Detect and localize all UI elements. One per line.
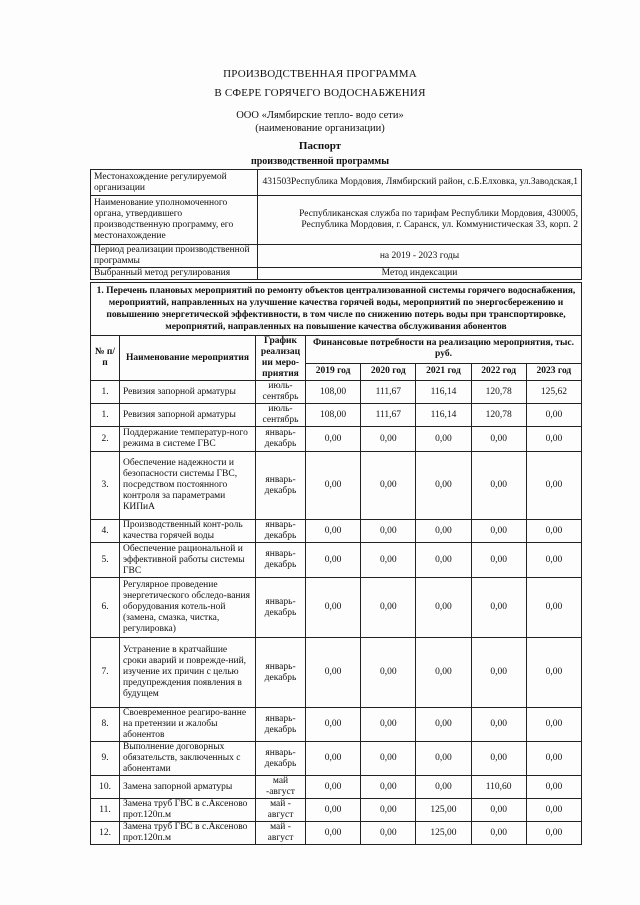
row-number: 6. xyxy=(91,578,120,638)
row-schedule: январь-декабрь xyxy=(256,578,306,638)
row-amount: 0,00 xyxy=(526,822,581,845)
row-amount: 0,00 xyxy=(526,543,581,578)
row-amount: 0,00 xyxy=(416,578,471,638)
row-schedule: январь-декабрь xyxy=(256,427,306,452)
row-amount: 0,00 xyxy=(416,543,471,578)
row-amount: 0,00 xyxy=(361,742,416,776)
row-amount: 0,00 xyxy=(471,799,526,822)
header-finance: Финансовые потребности на реализацию мероприятия, тыс. руб. xyxy=(306,336,582,364)
row-schedule: январь-декабрь xyxy=(256,520,306,543)
row-amount: 0,00 xyxy=(306,543,361,578)
row-measure-name: Ревизия запорной арматуры xyxy=(120,404,256,427)
section-1-title: 1. Перечень плановых мероприятий по ремонту объектов централизованной системы горячего водоснабжения, мероприятий, направленных на улучшение качества горячей воды, мероприятий по энергосбережению и повышению энергетической эффективности, в том числе по снижению потерь воды при транспортировке, мероприятий, направленных на повышение качества обслуживания абонентов xyxy=(91,283,582,336)
row-measure-name: Замена запорной арматуры xyxy=(120,776,256,799)
row-amount: 0,00 xyxy=(416,742,471,776)
row-amount: 0,00 xyxy=(361,578,416,638)
row-measure-name: Замена труб ГВС в с.Аксеново прот.120п.м xyxy=(120,799,256,822)
row-measure-name: Обеспечение надежности и безопасности системы ГВС, посредством постоянного контроля за параметрами КИПиА xyxy=(120,452,256,520)
passport-title: Паспорт xyxy=(298,140,342,152)
row-amount: 0,00 xyxy=(526,638,581,708)
row-amount: 0,00 xyxy=(306,578,361,638)
header-year: 2020 год xyxy=(361,363,416,380)
row-amount: 0,00 xyxy=(306,427,361,452)
passport-value: Метод индексации xyxy=(258,268,582,280)
row-number: 2. xyxy=(91,427,120,452)
row-amount: 0,00 xyxy=(361,708,416,742)
row-number: 1. xyxy=(91,404,120,427)
row-number: 5. xyxy=(91,543,120,578)
row-measure-name: Замена труб ГВС в с.Аксеново прот.120п.м xyxy=(120,822,256,845)
row-number: 7. xyxy=(91,638,120,708)
row-amount: 0,00 xyxy=(471,543,526,578)
row-amount: 0,00 xyxy=(361,543,416,578)
measures-table-body xyxy=(91,381,582,845)
row-amount: 108,00 xyxy=(306,404,361,427)
row-amount: 0,00 xyxy=(526,404,581,427)
row-amount: 0,00 xyxy=(306,708,361,742)
title-line-1: ПРОИЗВОДСТВЕННАЯ ПРОГРАММА xyxy=(223,68,417,80)
row-amount: 0,00 xyxy=(471,520,526,543)
row-amount: 125,62 xyxy=(526,381,581,404)
table-row xyxy=(91,452,582,520)
organization-name: ООО «Лямбирские тепло- водо сети» xyxy=(236,110,404,121)
row-amount: 0,00 xyxy=(526,799,581,822)
row-amount: 0,00 xyxy=(526,776,581,799)
row-amount: 0,00 xyxy=(416,708,471,742)
row-schedule: январь-декабрь xyxy=(256,742,306,776)
row-amount: 0,00 xyxy=(361,776,416,799)
row-amount: 0,00 xyxy=(361,452,416,520)
row-amount: 0,00 xyxy=(416,452,471,520)
row-amount: 125,00 xyxy=(416,799,471,822)
row-amount: 0,00 xyxy=(416,520,471,543)
row-amount: 0,00 xyxy=(306,520,361,543)
passport-value: 431503Республика Мордовия, Лямбирский район, с.Б.Елховка, ул.Заводская,1 xyxy=(258,170,582,196)
row-amount: 0,00 xyxy=(471,578,526,638)
header-name: Наименование мероприятия xyxy=(120,336,256,381)
table-row xyxy=(91,742,582,776)
row-measure-name: Поддержание температур-ного режима в системе ГВС xyxy=(120,427,256,452)
row-amount: 0,00 xyxy=(306,799,361,822)
row-amount: 0,00 xyxy=(526,452,581,520)
row-amount: 0,00 xyxy=(306,638,361,708)
row-amount: 0,00 xyxy=(306,822,361,845)
row-number: 9. xyxy=(91,742,120,776)
row-amount: 116,14 xyxy=(416,404,471,427)
passport-label: Наименование уполномоченного органа, утвердившего производственную программу, его местонахождение xyxy=(91,196,258,245)
row-schedule: июль-сентябрь xyxy=(256,381,306,404)
header-schedule: График реализац ии меро-приятия xyxy=(256,336,306,381)
table-row xyxy=(91,822,582,845)
row-schedule: июль-сентябрь xyxy=(256,404,306,427)
passport-row xyxy=(91,196,582,245)
row-amount: 111,67 xyxy=(361,381,416,404)
row-schedule: май - август xyxy=(256,799,306,822)
row-schedule: май - август xyxy=(256,822,306,845)
row-number: 8. xyxy=(91,708,120,742)
title-line-2: В СФЕРЕ ГОРЯЧЕГО ВОДОСНАБЖЕНИЯ xyxy=(214,87,426,99)
row-number: 10. xyxy=(91,776,120,799)
row-amount: 0,00 xyxy=(361,638,416,708)
table-row xyxy=(91,404,582,427)
row-amount: 0,00 xyxy=(306,742,361,776)
table-row xyxy=(91,799,582,822)
passport-label: Выбранный метод регулирования xyxy=(91,268,258,280)
passport-table xyxy=(90,169,582,280)
header-year: 2023 год xyxy=(526,363,581,380)
row-measure-name: Производственный конт-роль качества горячей воды xyxy=(120,520,256,543)
row-amount: 0,00 xyxy=(306,776,361,799)
row-amount: 116,14 xyxy=(416,381,471,404)
row-amount: 120,78 xyxy=(471,381,526,404)
header-year: 2021 год xyxy=(416,363,471,380)
row-amount: 0,00 xyxy=(471,427,526,452)
row-number: 1. xyxy=(91,381,120,404)
row-amount: 0,00 xyxy=(526,742,581,776)
table-row xyxy=(91,708,582,742)
row-amount: 0,00 xyxy=(361,799,416,822)
row-amount: 125,00 xyxy=(416,822,471,845)
row-schedule: январь-декабрь xyxy=(256,708,306,742)
row-measure-name: Ревизия запорной арматуры xyxy=(120,381,256,404)
table-row xyxy=(91,638,582,708)
row-amount: 0,00 xyxy=(526,578,581,638)
table-row xyxy=(91,520,582,543)
passport-label: Период реализации производственной программы xyxy=(91,245,258,268)
row-number: 4. xyxy=(91,520,120,543)
row-amount: 0,00 xyxy=(471,452,526,520)
row-amount: 0,00 xyxy=(361,822,416,845)
row-schedule: январь-декабрь xyxy=(256,452,306,520)
header-year: 2019 год xyxy=(306,363,361,380)
row-amount: 0,00 xyxy=(361,520,416,543)
row-amount: 0,00 xyxy=(361,427,416,452)
row-schedule: май -август xyxy=(256,776,306,799)
row-amount: 110,60 xyxy=(471,776,526,799)
table-row xyxy=(91,427,582,452)
row-measure-name: Устранение в кратчайшие сроки аварий и поврежде-ний, изучение их причин с целью предупреждения появления в будущем xyxy=(120,638,256,708)
row-number: 11. xyxy=(91,799,120,822)
passport-value: на 2019 - 2023 годы xyxy=(258,245,582,268)
passport-label: Местонахождение регулируемой организации xyxy=(91,170,258,196)
table-row xyxy=(91,381,582,404)
row-amount: 0,00 xyxy=(416,776,471,799)
row-amount: 0,00 xyxy=(306,452,361,520)
header-num: № п/п xyxy=(91,336,120,381)
row-measure-name: Регулярное проведение энергетического обследо-вания оборудования котель-ной (замена, смазка, чистка, регулировка) xyxy=(120,578,256,638)
passport-value: Республиканская служба по тарифам Республики Мордовия, 430005, Республика Мордовия, г. Саранск, ул. Коммунистическая 33, корп. 2 xyxy=(258,196,582,245)
organization-caption: (наименование организации) xyxy=(255,123,385,134)
table-row xyxy=(91,543,582,578)
passport-row xyxy=(91,170,582,196)
row-amount: 0,00 xyxy=(526,427,581,452)
table-row xyxy=(91,578,582,638)
passport-row xyxy=(91,245,582,268)
row-number: 3. xyxy=(91,452,120,520)
row-number: 12. xyxy=(91,822,120,845)
row-amount: 0,00 xyxy=(416,638,471,708)
row-measure-name: Обеспечение рациональной и эффективной работы системы ГВС xyxy=(120,543,256,578)
row-amount: 120,78 xyxy=(471,404,526,427)
row-measure-name: Своевременное реагиро-ванне на претензии и жалобы абонентов xyxy=(120,708,256,742)
table-row xyxy=(91,776,582,799)
row-schedule: январь-декабрь xyxy=(256,638,306,708)
row-amount: 0,00 xyxy=(471,708,526,742)
row-amount: 0,00 xyxy=(416,427,471,452)
row-schedule: январь-декабрь xyxy=(256,543,306,578)
row-amount: 108,00 xyxy=(306,381,361,404)
row-amount: 0,00 xyxy=(526,708,581,742)
row-amount: 0,00 xyxy=(526,520,581,543)
passport-row xyxy=(91,268,582,280)
measures-table xyxy=(90,282,582,845)
row-amount: 0,00 xyxy=(471,822,526,845)
passport-subtitle: производственной программы xyxy=(250,156,390,167)
row-amount: 0,00 xyxy=(471,638,526,708)
row-amount: 111,67 xyxy=(361,404,416,427)
row-measure-name: Выполнение договорных обязательств, заключенных с абонентами xyxy=(120,742,256,776)
row-amount: 0,00 xyxy=(471,742,526,776)
header-year: 2022 год xyxy=(471,363,526,380)
